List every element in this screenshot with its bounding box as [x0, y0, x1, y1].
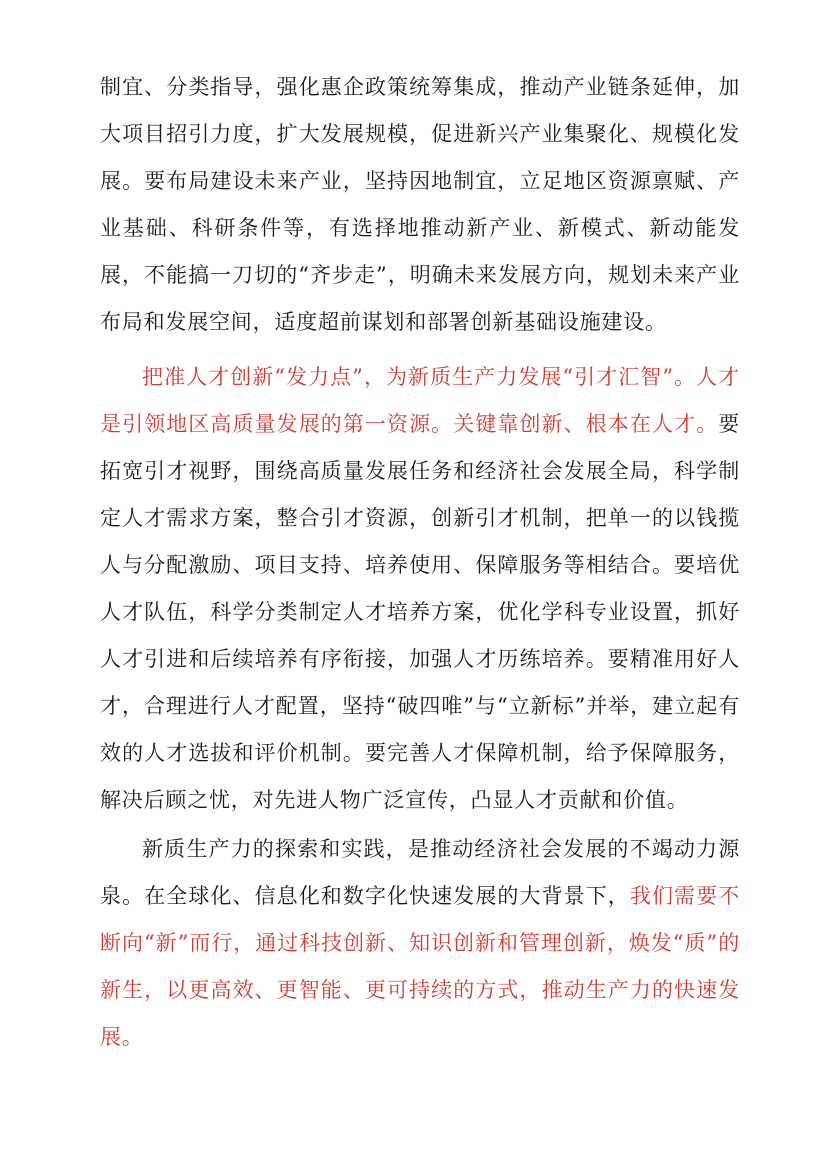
paragraph-3-highlight-text: 我们需要不断向“新”而行，通过科技创新、知识创新和管理创新，焕发“质”的新生，以更高效、更智能、更可持续的方式，推动生产力的快速发展。 — [100, 884, 741, 1049]
paragraph-talent-innovation — [100, 354, 740, 824]
paragraph-3-body-text: 新质生产力的探索和实践，是推动经济社会发展的不竭动力源泉。在全球化、信息化和数字化快速发展的大背景下， — [100, 837, 740, 908]
paragraph-2-highlight-text: 把准人才创新“发力点”，为新质生产力发展“引才汇智”。人才是引领地区高质量发展的第一资源。关键靠创新、根本在人才。 — [100, 365, 740, 436]
paragraph-conclusion — [100, 826, 740, 1061]
paragraph-1-text: 制宜、分类指导，强化惠企政策统筹集成，推动产业链条延伸，加大项目招引力度，扩大发展规模，促进新兴产业集聚化、规模化发展。要布局建设未来产业，坚持因地制宜，立足地区资源禀赋、产业基础、科研条件等，有选择地推动新产业、新模式、新动能发展，不能搞一刀切的“齐步走”，明确未来发展方向，规划未来产业布局和发展空间，适度超前谋划和部署创新基础设施建设。 — [100, 75, 740, 334]
paragraph-2-body-text: 要拓宽引才视野，围绕高质量发展任务和经济社会发展全局，科学制定人才需求方案，整合引才资源，创新引才机制，把单一的以钱揽人与分配激励、项目支持、培养使用、保障服务等相结合。要培优人才队伍，科学分类制定人才培养方案，优化学科专业设置，抓好人才引进和后续培养有序衔接，加强人才历练培养。要精准用好人才，合理进行人才配置，坚持“破四唯”与“立新标”并举，建立起有效的人才选拔和评价机制。要完善人才保障机制，给予保障服务，解决后顾之忧，对先进人物广泛宣传，凸显人才贡献和价值。 — [100, 412, 740, 812]
paragraph-industry-layout — [100, 64, 740, 346]
